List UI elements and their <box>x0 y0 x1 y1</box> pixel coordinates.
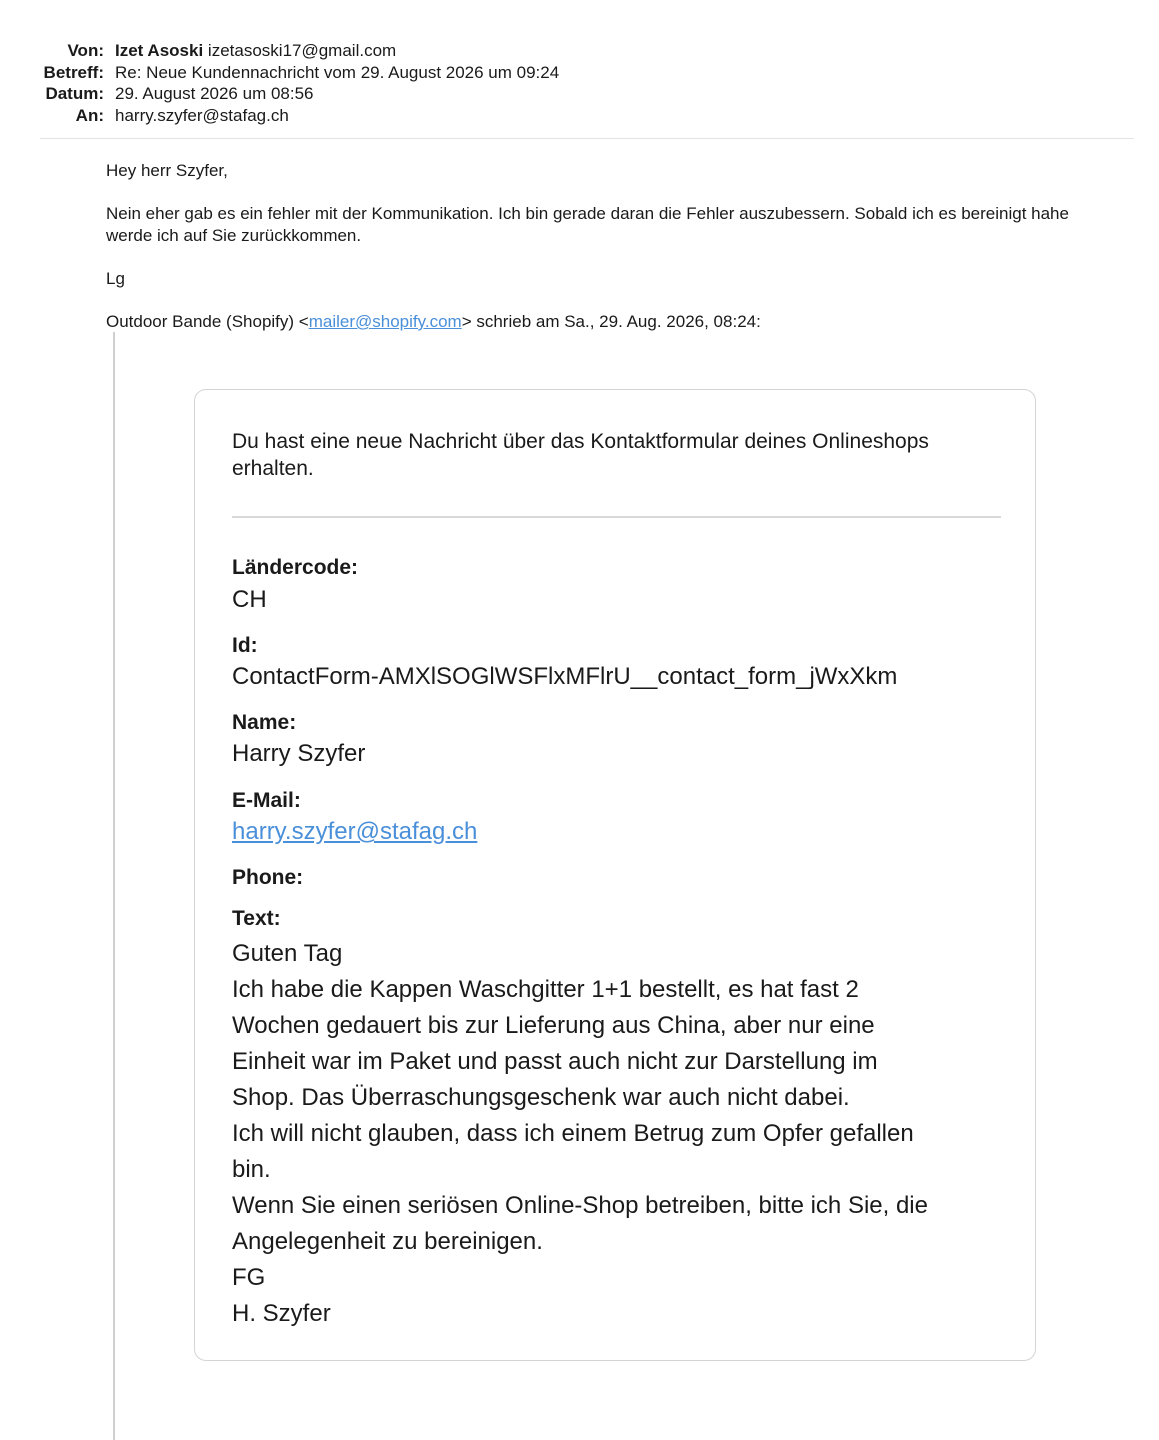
email-value <box>232 817 477 847</box>
shopify-mailer-link[interactable]: mailer@shopify.com <box>308 312 462 331</box>
text-line: Angelegenheit zu bereinigen. <box>232 1228 543 1255</box>
date-value: 29. August 2026 um 08:56 <box>115 84 314 104</box>
greeting: Hey herr Szyfer, <box>106 161 228 180</box>
email-header <box>0 40 1159 126</box>
subject-label: Betreff: <box>43 62 104 82</box>
name-value: Harry Szyfer <box>232 740 366 767</box>
text-line: Shop. Das Überraschungsgeschenk war auch nicht dabei. <box>232 1084 850 1111</box>
from-label: Von: <box>67 41 104 60</box>
to-label: An: <box>75 105 104 125</box>
main-paragraph: Nein eher gab es ein fehler mit der Kommunikation. Ich bin gerade daran die Fehler auszubessern. Sobald ich es bereinigt hahe werde ich auf Sie zurückkommen. <box>106 204 1069 245</box>
from-value <box>104 40 396 62</box>
to-value[interactable]: harry.szyfer@stafag.ch <box>115 105 289 125</box>
signoff: Lg <box>106 269 125 288</box>
quote-bar <box>113 332 115 1440</box>
card-divider <box>232 516 1001 518</box>
attribution-suffix: > schrieb am Sa., 29. Aug. 2026, 08:24: <box>461 312 761 331</box>
card-intro: Du hast eine neue Nachricht über das Kontaktformular deines Onlineshops erhalten. <box>232 430 929 480</box>
from-row <box>0 40 1159 62</box>
text-line: FG <box>232 1264 266 1291</box>
subject-value: Re: Neue Kundennachricht vom 29. August 2026 um 09:24 <box>115 62 560 82</box>
name-label: Name: <box>232 711 297 734</box>
attribution-prefix: Outdoor Bande (Shopify) < <box>106 312 309 331</box>
text-line: Guten Tag <box>232 940 343 967</box>
to-row <box>0 105 1159 127</box>
text-line: Ich will nicht glauben, dass ich einem Betrug zum Opfer gefallen <box>232 1120 914 1147</box>
text-line: Wochen gedauert bis zur Lieferung aus China, aber nur eine <box>232 1012 875 1039</box>
text-label: Text: <box>232 907 281 930</box>
contact-form-card <box>194 389 1036 1361</box>
quote-attribution <box>106 311 761 333</box>
id-value: ContactForm-AMXlSOGlWSFlxMFlrU__contact_form_jWxXkm <box>232 663 898 690</box>
date-row <box>0 83 1159 105</box>
phone-label: Phone: <box>232 866 304 889</box>
country-value: CH <box>232 586 267 613</box>
id-label: Id: <box>232 634 258 657</box>
sender-email[interactable]: izetasoski17@gmail.com <box>207 41 397 60</box>
customer-email-link[interactable]: harry.szyfer@stafag.ch <box>232 818 478 845</box>
date-label: Datum: <box>45 84 104 104</box>
text-line: Wenn Sie einen seriösen Online-Shop betreiben, bitte ich Sie, die <box>232 1192 928 1219</box>
text-line: bin. <box>232 1156 271 1183</box>
header-divider <box>40 138 1134 139</box>
text-line: Ich habe die Kappen Waschgitter 1+1 bestellt, es hat fast 2 <box>232 976 859 1003</box>
country-label: Ländercode: <box>232 556 359 579</box>
text-line: Einheit war im Paket und passt auch nicht zur Darstellung im <box>232 1048 878 1075</box>
text-line: H. Szyfer <box>232 1300 331 1327</box>
subject-row <box>0 62 1159 84</box>
message-text <box>232 936 1002 1332</box>
email-label: E-Mail: <box>232 789 301 812</box>
sender-name[interactable]: Izet Asoski <box>115 41 204 60</box>
